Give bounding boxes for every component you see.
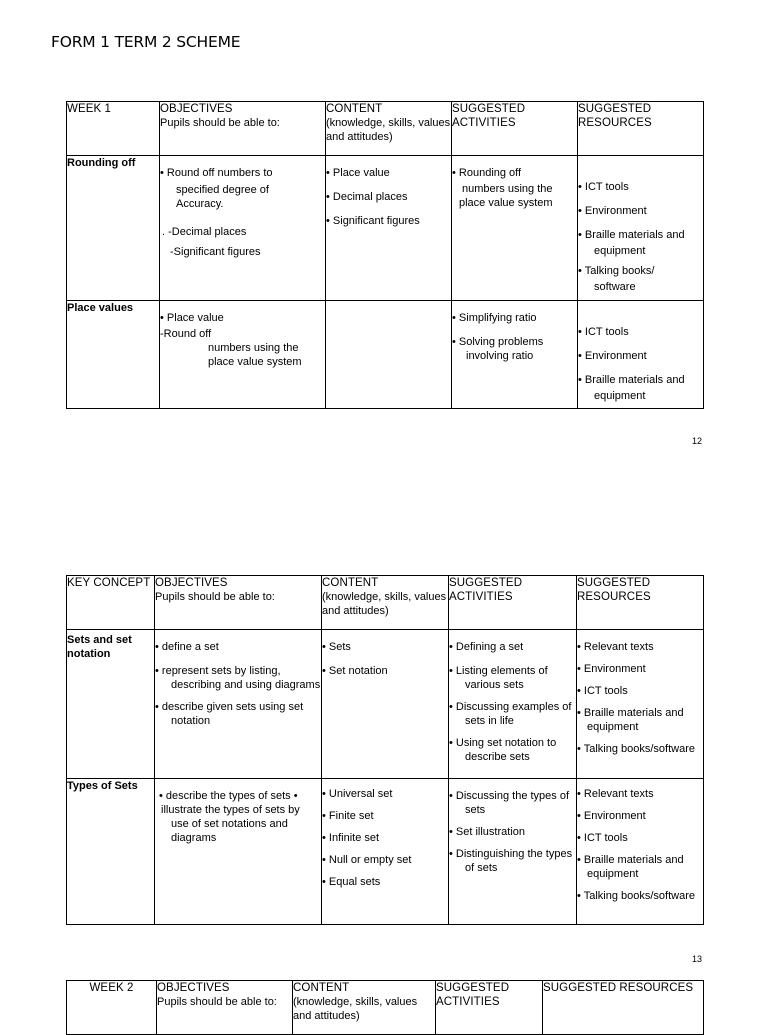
header-objectives-title: OBJECTIVES [160, 103, 233, 115]
objective-item: place value system [208, 356, 302, 368]
activity-item: • Defining a set [449, 641, 524, 653]
activity-item: involving ratio [466, 350, 534, 362]
objective-item: use of set notations and [171, 818, 288, 830]
activity-item: • Using set notation to describe sets [449, 737, 557, 763]
resource-item: • Talking books/software [577, 890, 695, 902]
content-item: • Significant figures [326, 215, 420, 227]
resource-item: software [594, 281, 636, 293]
header-content [293, 981, 436, 1035]
objective-item: . -Decimal places [162, 226, 247, 238]
resource-item: • Relevant texts [577, 788, 654, 800]
activity-item: • Listing elements of various sets [449, 665, 548, 691]
content-item: • Place value [326, 167, 390, 179]
resource-item: equipment [594, 390, 646, 402]
activity-item: place value system [459, 197, 553, 209]
header-resources-title: SUGGESTED RESOURCES [543, 982, 694, 994]
scheme-table-week-1 [66, 101, 704, 409]
objective-item: • define a set [155, 641, 219, 653]
resource-item: • Talking books/ [578, 265, 655, 277]
header-objectives [157, 981, 293, 1035]
resources-cell [578, 301, 704, 409]
header-content [326, 102, 452, 156]
resources-cell [578, 156, 704, 301]
resource-item: • Braille materials and [578, 374, 685, 386]
header-week-label: WEEK 1 [67, 103, 112, 115]
resource-item: • ICT tools [578, 181, 629, 193]
header-objectives [155, 576, 322, 630]
resource-item: • Environment [577, 663, 646, 675]
table-row [67, 779, 704, 925]
activity-item: • Discussing the types of sets [449, 790, 570, 816]
header-resources-title: SUGGESTED RESOURCES [578, 103, 652, 129]
header-resources [577, 576, 704, 630]
table-header-row [67, 576, 704, 630]
header-content-title: CONTENT [322, 577, 379, 589]
header-content-title: CONTENT [293, 982, 350, 994]
row-label: Place values [67, 301, 160, 409]
content-item: • Infinite set [322, 832, 380, 844]
table-header-row [67, 981, 704, 1035]
scheme-table-week-2 [66, 980, 704, 1035]
activity-item: • Simplifying ratio [452, 312, 537, 324]
objectives-cell [160, 156, 326, 301]
header-objectives-title: OBJECTIVES [155, 577, 228, 589]
objective-item: diagrams [171, 832, 217, 844]
resources-cell [577, 779, 704, 925]
content-cell [322, 779, 449, 925]
activity-item: • Discussing examples of sets in life [449, 701, 572, 727]
header-resources [543, 981, 704, 1035]
activity-item: numbers using the [462, 183, 553, 195]
header-content-subtitle: (knowledge, skills, values and attitudes) [326, 117, 451, 143]
row-label: Sets and set notation [67, 630, 155, 779]
resource-item: • Environment [578, 350, 647, 362]
resource-item: • ICT tools [577, 832, 628, 844]
objective-item: • describe given sets using set notation [155, 701, 304, 727]
activity-item: • Rounding off [452, 167, 522, 179]
header-objectives-subtitle: Pupils should be able to: [160, 117, 280, 129]
header-activities-title: SUGGESTED ACTIVITIES [449, 577, 523, 603]
header-key-concept [67, 576, 155, 630]
objectives-cell [155, 779, 322, 925]
header-content-subtitle: (knowledge, skills, values and attitudes) [293, 996, 418, 1022]
activity-item: • Distinguishing the types of sets [449, 848, 573, 874]
content-item: • Finite set [322, 810, 374, 822]
activity-item: • Solving problems [452, 336, 544, 348]
resource-item: • Braille materials and equipment [577, 707, 684, 733]
scheme-table-sets [66, 575, 704, 925]
table-row [67, 630, 704, 779]
header-activities [452, 102, 578, 156]
header-objectives [160, 102, 326, 156]
objective-item: specified degree of [176, 184, 269, 196]
activities-cell [449, 779, 577, 925]
resource-item: • Braille materials and equipment [577, 854, 684, 880]
row-label: Types of Sets [67, 779, 155, 925]
table-header-row [67, 102, 704, 156]
header-activities-title: SUGGESTED ACTIVITIES [452, 103, 526, 129]
content-item: • Null or empty set [322, 854, 412, 866]
activities-cell [452, 301, 578, 409]
objective-item: • describe the types of sets • [159, 790, 298, 802]
row-label: Rounding off [67, 156, 160, 301]
document-title: FORM 1 TERM 2 SCHEME [51, 33, 241, 51]
header-week-label: WEEK 2 [89, 982, 134, 994]
header-key-concept-label: KEY CONCEPT [67, 577, 151, 589]
header-week [67, 981, 157, 1035]
header-activities [449, 576, 577, 630]
content-item: • Decimal places [326, 191, 408, 203]
header-objectives-subtitle: Pupils should be able to: [157, 996, 277, 1008]
content-item: • Sets [322, 641, 351, 653]
objective-item: numbers using the [208, 342, 299, 354]
header-objectives-title: OBJECTIVES [157, 982, 230, 994]
objectives-cell [160, 301, 326, 409]
header-content-subtitle: (knowledge, skills, values and attitudes) [322, 591, 447, 617]
content-item: • Universal set [322, 788, 393, 800]
resource-item: • Environment [577, 810, 646, 822]
resource-item: • Relevant texts [577, 641, 654, 653]
objective-item: • Place value [160, 312, 224, 324]
header-week [67, 102, 160, 156]
header-resources-title: SUGGESTED RESOURCES [577, 577, 651, 603]
activity-item: • Set illustration [449, 826, 525, 838]
resource-item: • ICT tools [578, 326, 629, 338]
page-number: 13 [692, 954, 703, 964]
content-cell [322, 630, 449, 779]
resource-item: • ICT tools [577, 685, 628, 697]
content-item: • Equal sets [322, 876, 381, 888]
header-objectives-subtitle: Pupils should be able to: [155, 591, 275, 603]
resources-cell [577, 630, 704, 779]
table-row [67, 156, 704, 301]
activities-cell [449, 630, 577, 779]
header-content [322, 576, 449, 630]
resource-item: • Environment [578, 205, 647, 217]
resource-item: equipment [594, 245, 646, 257]
header-activities [436, 981, 543, 1035]
content-cell [326, 156, 452, 301]
objective-item: Accuracy. [176, 198, 224, 210]
content-cell [326, 301, 452, 409]
activities-cell [452, 156, 578, 301]
header-content-title: CONTENT [326, 103, 383, 115]
objectives-cell [155, 630, 322, 779]
page-number: 12 [692, 436, 703, 446]
table-row [67, 301, 704, 409]
objective-item: illustrate the types of sets by [161, 804, 300, 816]
resource-item: • Talking books/software [577, 743, 695, 755]
objective-item: • Round off numbers to [160, 167, 273, 179]
header-activities-title: SUGGESTED ACTIVITIES [436, 982, 510, 1008]
objective-item: • represent sets by listing, describing and using diagrams [155, 665, 321, 691]
content-item: • Set notation [322, 665, 388, 677]
objective-item: -Significant figures [170, 246, 261, 258]
header-resources [578, 102, 704, 156]
objective-item: -Round off [160, 328, 212, 340]
resource-item: • Braille materials and [578, 229, 685, 241]
